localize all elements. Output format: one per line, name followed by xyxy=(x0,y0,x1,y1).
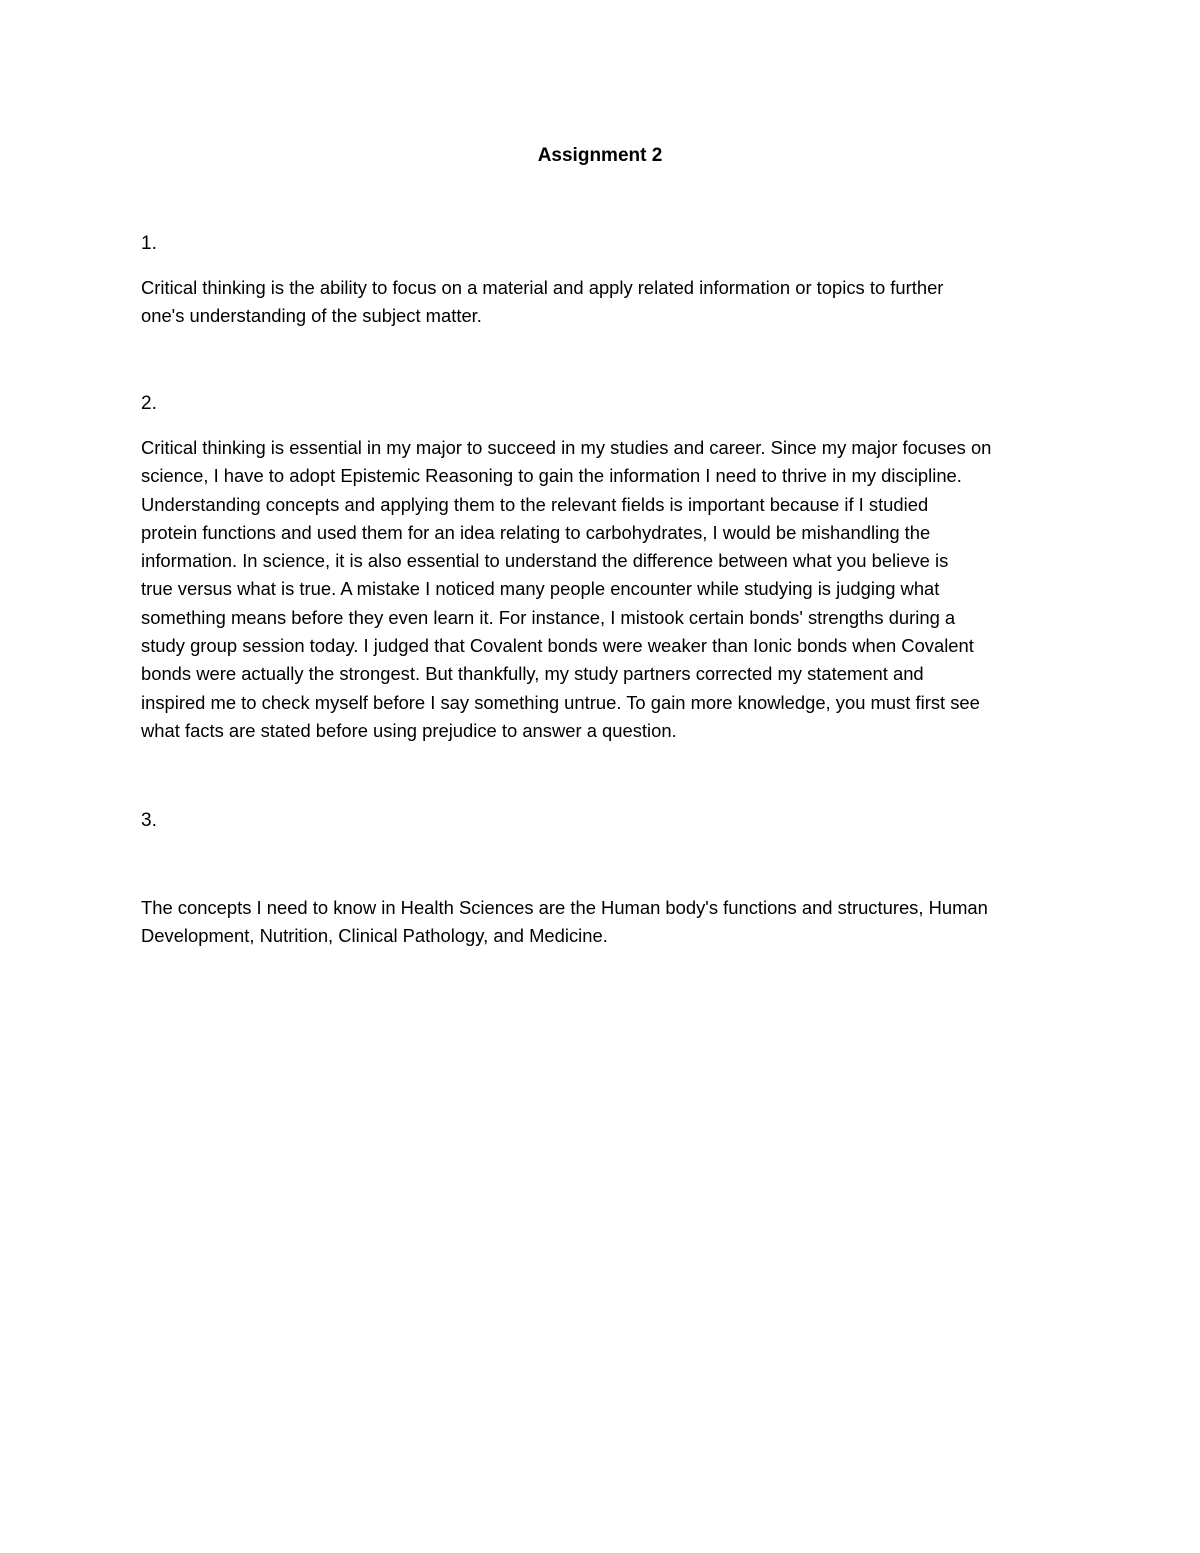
section-2-paragraph xyxy=(141,434,1076,745)
paragraph-line: something means before they even learn it. For instance, I mistook certain bonds' strengths during a xyxy=(141,606,956,628)
paragraph-line: what facts are stated before using prejudice to answer a question. xyxy=(141,719,677,741)
paragraph-line: information. In science, it is also essential to understand the difference between what you believe is xyxy=(141,550,949,572)
paragraph-line: one's understanding of the subject matter. xyxy=(141,305,482,327)
paragraph-line: Understanding concepts and applying them to the relevant fields is important because if I studied xyxy=(141,493,929,515)
section-3-paragraph xyxy=(141,894,1076,951)
section-2-number: 2. xyxy=(141,393,157,414)
paragraph-line: protein functions and used them for an idea relating to carbohydrates, I would be mishandling the xyxy=(141,521,931,543)
paragraph-line: Development, Nutrition, Clinical Pathology, and Medicine. xyxy=(141,925,608,947)
section-1-paragraph xyxy=(141,274,1076,331)
paragraph-line: science, I have to adopt Epistemic Reasoning to gain the information I need to thrive in my discipline. xyxy=(141,465,962,487)
paragraph-line: bonds were actually the strongest. But thankfully, my study partners corrected my statement and xyxy=(141,663,924,685)
paragraph-line: inspired me to check myself before I say something untrue. To gain more knowledge, you must first see xyxy=(141,691,980,713)
paragraph-line: Critical thinking is essential in my major to succeed in my studies and career. Since my major focuses on xyxy=(141,437,992,458)
paragraph-line: Critical thinking is the ability to focus on a material and apply related information or topics to further xyxy=(141,277,944,298)
document-title: Assignment 2 xyxy=(537,145,663,166)
paragraph-line: study group session today. I judged that Covalent bonds were weaker than Ionic bonds when Covalent xyxy=(141,635,974,657)
paragraph-line: The concepts I need to know in Health Sciences are the Human body's functions and structures, Human xyxy=(141,897,988,918)
section-3-number: 3. xyxy=(141,810,157,831)
section-1-number: 1. xyxy=(141,233,157,254)
paragraph-line: true versus what is true. A mistake I noticed many people encounter while studying is judging what xyxy=(141,578,940,600)
